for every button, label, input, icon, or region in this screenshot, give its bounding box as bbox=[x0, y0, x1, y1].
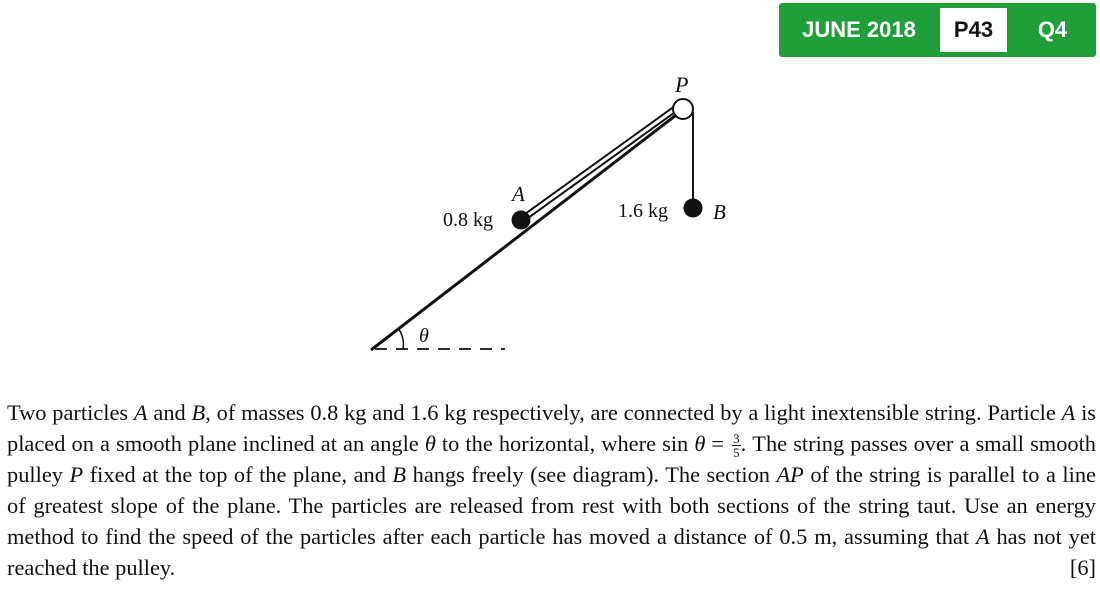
pulley-label: P bbox=[675, 72, 689, 97]
question-text-part: fixed at the top of the plane, and bbox=[83, 462, 393, 488]
var-a: A bbox=[1061, 400, 1076, 425]
question-text-part: = bbox=[705, 431, 731, 456]
var-a: A bbox=[133, 400, 148, 425]
var-theta: θ bbox=[694, 431, 706, 456]
particle-b bbox=[684, 199, 703, 218]
fraction-denominator: 5 bbox=[733, 445, 740, 461]
fraction-numerator: 3 bbox=[733, 431, 740, 447]
question-text-part: is placed on a smooth plane inclined at an angle bbox=[7, 400, 1097, 456]
question-text-part: Two particles bbox=[7, 400, 134, 425]
mass-a-label: 0.8 kg bbox=[443, 209, 493, 231]
var-theta: θ bbox=[424, 431, 436, 456]
var-a: A bbox=[975, 524, 990, 550]
particle-a-label: A bbox=[512, 182, 525, 206]
badge-paper: P43 bbox=[940, 8, 1007, 52]
question-text-part: has not yet reached the pulley. bbox=[7, 524, 1096, 581]
var-b: B bbox=[392, 462, 407, 488]
question-text bbox=[7, 397, 1096, 583]
badge-question: Q4 bbox=[1037, 17, 1068, 42]
incline-line bbox=[371, 112, 680, 350]
question-text-part: , of masses 0.8 kg and 1.6 kg respectively, are connected by a light inextensible string. Particle bbox=[205, 400, 1062, 425]
mass-b-label: 1.6 kg bbox=[618, 200, 668, 222]
question-text-part: and bbox=[147, 400, 192, 425]
fraction-three-fifths bbox=[732, 432, 741, 459]
question-text-part: to the horizontal, where sin bbox=[435, 431, 695, 456]
badge-session: JUNE 2018 bbox=[802, 17, 916, 42]
var-p: P bbox=[69, 462, 84, 488]
angle-label: θ bbox=[419, 325, 429, 347]
question-text-part: of the string is parallel to a line of greatest slope of the plane. The particles are released from rest with both sections of the string taut. Use an energy method to find the speed of the particles after each particle has moved a distance of 0.5 m, assuming that bbox=[7, 462, 1096, 550]
question-text-part: hangs freely (see diagram). The section bbox=[406, 462, 777, 488]
marks-label: [6] bbox=[1069, 555, 1096, 581]
particle-a bbox=[512, 211, 531, 230]
angle-arc bbox=[398, 328, 403, 349]
var-ap: AP bbox=[776, 462, 804, 488]
pulley-p bbox=[673, 99, 693, 119]
var-b: B bbox=[191, 400, 206, 425]
particle-b-label: B bbox=[713, 200, 726, 224]
question-text-part: . The string passes over a small smooth pulley bbox=[7, 431, 1096, 488]
